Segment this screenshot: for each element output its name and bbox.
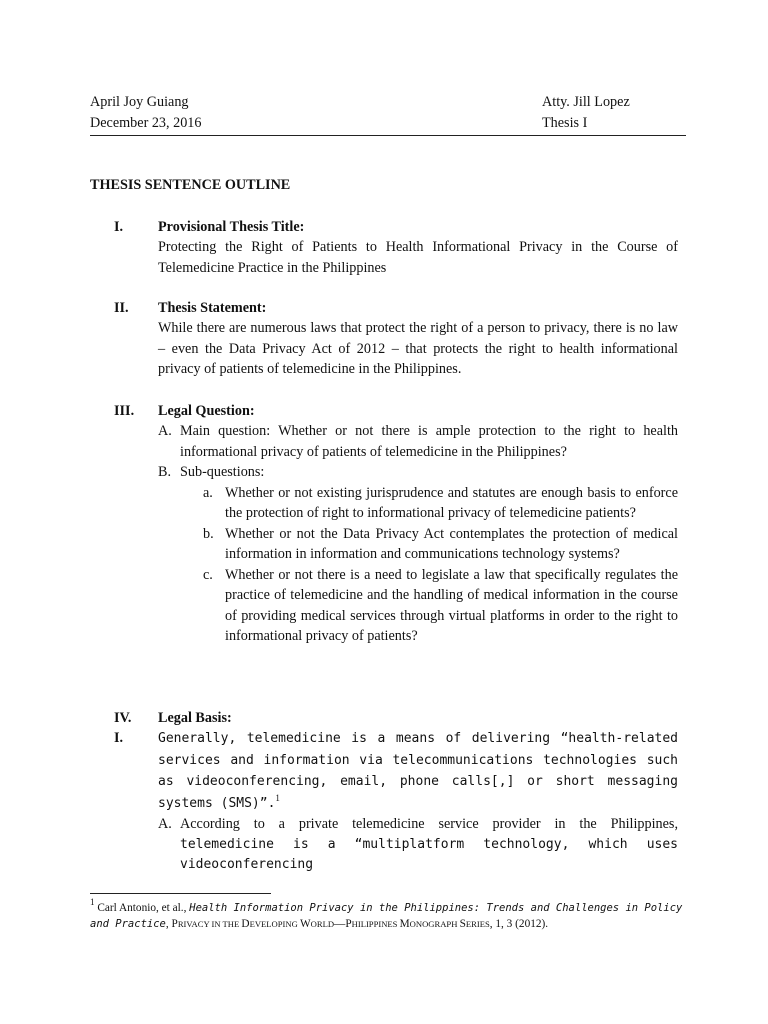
section-text: While there are numerous laws that protect the right of a person to privacy, there is no law – even the Data Privacy Act of 2012 – that protects the right to health informational privacy of patients of telemedicine in the Philippines.	[158, 320, 678, 377]
section-numeral: II.	[114, 300, 129, 316]
section-heading: Legal Question:	[158, 403, 255, 419]
list-item	[158, 421, 678, 462]
section-body	[158, 298, 678, 380]
footnote-series	[172, 918, 490, 930]
footnote-citation: , 1, 3 (2012).	[489, 918, 549, 930]
list-item	[158, 814, 678, 876]
footnote-divider	[90, 893, 271, 894]
section-numeral: IV.	[114, 710, 132, 726]
series-letter: S	[459, 918, 466, 930]
series-smallcaps: RIVACY IN THE	[177, 919, 242, 929]
footnote-reference: 1	[275, 792, 280, 803]
legal-basis-text	[158, 728, 678, 814]
section-heading: Legal Basis:	[158, 710, 232, 726]
header-row-1	[90, 92, 686, 113]
sub-list-item	[203, 524, 678, 565]
sub-question-text: Whether or not existing jurisprudence and statutes are enough basis to enforce the protection of right to informational privacy of telemedicine patients?	[225, 484, 678, 521]
list-marker: B.	[158, 464, 172, 480]
list-marker: b.	[203, 525, 214, 542]
series-smallcaps: ORLD	[310, 919, 335, 929]
series-smallcaps: HILIPPINES	[351, 919, 400, 929]
sub-question-text: Whether or not there is a need to legislate a law that specifically regulates the practice of telemedicine and the handling of medical information in the course of providing medical services through virtual platforms in order to the right to informational privacy of patients?	[225, 566, 678, 644]
footnote-number: 1	[90, 897, 95, 907]
sub-list-item	[203, 565, 678, 647]
main-question-text: Main question: Whether or not there is ample protection to the right to health informational privacy of patients of telemedicine in the Philippines?	[180, 423, 678, 460]
section-numeral: I.	[114, 219, 124, 235]
header-divider	[90, 135, 686, 136]
course-name: Thesis I	[542, 115, 588, 131]
list-marker: A.	[158, 423, 172, 439]
list-text	[180, 814, 678, 876]
list-text-line: telemedicine is a “multiplatform technology, which uses videoconferencing	[180, 836, 678, 872]
series-smallcaps: ONOGRAPH	[409, 919, 460, 929]
series-letter: P	[345, 918, 352, 930]
footnote-article-title: Health Information Privacy in the Philippines: Trends and Challenges in Policy and Practice	[90, 902, 683, 930]
list-text-line: According to a private telemedicine service provider in the Philippines,	[180, 816, 678, 832]
adviser-name: Atty. Jill Lopez	[542, 94, 630, 110]
series-dash: —	[334, 918, 346, 930]
list-marker: a.	[203, 484, 213, 501]
footnote: $^1$ Carl Antonio, et al., Health Information Privacy in the Philippines: Trends and Challenges in Policy and Practice, PRIVACY IN THE DEVELOPING WORLD—PHILIPPINES MONOGRAPH SERIES, 1, 3 (2012).	[90, 897, 683, 930]
document-date: December 23, 2016	[90, 115, 202, 131]
sub-questions-label: Sub-questions:	[180, 464, 265, 480]
section-heading: Thesis Statement:	[158, 300, 267, 316]
subsection-numeral: I.	[114, 730, 124, 746]
list-item	[158, 462, 678, 483]
series-letter: M	[399, 918, 410, 930]
series-smallcaps: ERIES	[465, 919, 490, 929]
list-marker: c.	[203, 566, 213, 583]
section-body	[158, 401, 678, 647]
section-body	[158, 217, 678, 278]
header-row-2	[90, 113, 686, 134]
page-title: THESIS SENTENCE OUTLINE	[90, 177, 291, 193]
section-text: Protecting the Right of Patients to Health Informational Privacy in the Course of Telemedicine Practice in the Philippines	[158, 239, 678, 276]
list-marker: A.	[158, 816, 172, 832]
section-numeral: III.	[114, 403, 135, 419]
series-smallcaps: EVELOPING	[249, 919, 300, 929]
section-body	[158, 708, 678, 876]
section-heading: Provisional Thesis Title:	[158, 219, 305, 235]
author-name: April Joy Guiang	[90, 94, 189, 110]
document-header	[90, 92, 686, 134]
legal-basis-sentence: Generally, telemedicine is a means of delivering “health-related services and information via telecommunications technologies such as videoconferencing, email, phone calls[,] or short messaging systems (SMS)”.	[158, 731, 678, 811]
series-letter: P	[171, 918, 178, 930]
series-letter: D	[241, 918, 250, 930]
footnote-authors: Carl Antonio, et al.,	[97, 902, 187, 914]
series-letter: W	[299, 918, 311, 930]
sub-list-item	[203, 483, 678, 524]
sub-question-text: Whether or not the Data Privacy Act contemplates the protection of medical information in information and communications technology systems?	[225, 525, 678, 562]
